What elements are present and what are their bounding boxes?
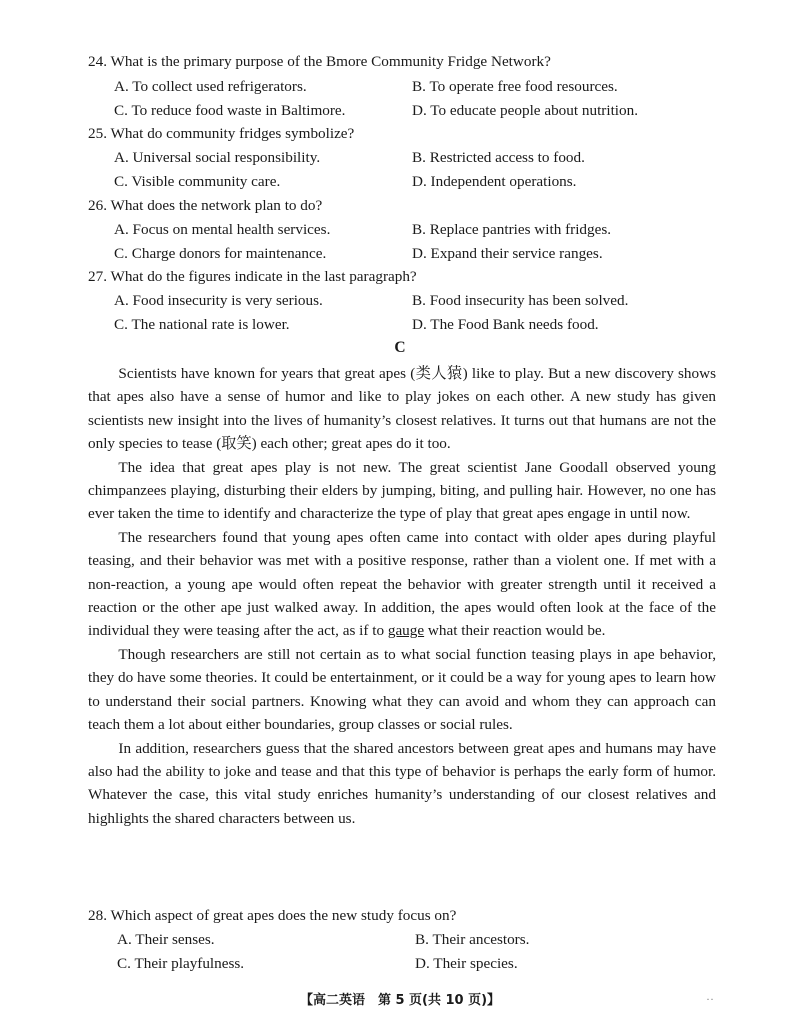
question-25-option-b: B. Restricted access to food. [412, 149, 585, 166]
question-25-option-d: D. Independent operations. [412, 173, 577, 190]
question-28-stem: 28. Which aspect of great apes does the new study focus on? [88, 907, 457, 924]
question-28-option-b: B. Their ancestors. [415, 931, 530, 948]
passage-paragraph-2: The idea that great apes play is not new. The great scientist Jane Goodall observed young chimpanzees playing, disturbing their elders by jumping, biting, and pulling hair. However, no one has ever taken the time to identify and characterize the type of play that great apes engage in until now. [88, 458, 716, 523]
question-27-option-d: D. The Food Bank needs food. [412, 316, 599, 333]
passage-c [88, 362, 716, 830]
question-28-option-a: A. Their senses. [117, 931, 215, 948]
question-28-option-c: C. Their playfulness. [117, 955, 245, 972]
underlined-word-gauge: gauge [387, 622, 425, 640]
question-26-option-c: C. Charge donors for maintenance. [114, 245, 327, 262]
page-footer: 【高二英语 第 5 页(共 10 页)】 [299, 993, 501, 1008]
question-24-stem: 24. What is the primary purpose of the Bmore Community Fridge Network? [88, 53, 551, 70]
question-27-option-c: C. The national rate is lower. [114, 316, 290, 333]
question-25-stem: 25. What do community fridges symbolize? [88, 125, 355, 142]
paragraph-3-text-before: The researchers found that young apes often came into contact with older apes during playful teasing, and their behavior was met with a positive response, rather than a violent one. If met with a non-reaction, a young ape would often repeat the behavior with greater strength until it received a reaction or the other ape just walked away. In addition, the apes would often look at the face of the individual they were teasing after the act, as if to [88, 528, 716, 640]
question-24-option-c: C. To reduce food waste in Baltimore. [114, 102, 346, 119]
question-28-option-d: D. Their species. [415, 955, 518, 972]
question-25-option-a: A. Universal social responsibility. [114, 149, 321, 166]
question-25-option-c: C. Visible community care. [114, 173, 281, 190]
passage-paragraph-1: Scientists have known for years that great apes (类人猿) like to play. But a new discovery shows that apes also have a sense of humor and like to play jokes on each other. A new study has given scientists new insight into the lives of humanity’s closest relatives. It turns out that humans are not the only species to tease (取笑) each other; great apes do it too. [88, 365, 716, 453]
section-c-heading: C [394, 339, 406, 356]
passage-paragraph-5: In addition, researchers guess that the shared ancestors between great apes and humans may have also had the ability to joke and tease and that this type of behavior is perhaps the early form of humor. Whatever the case, this vital study enriches humanity’s understanding of our closest relatives and highlights the shared characters between us. [88, 739, 716, 827]
question-26-option-b: B. Replace pantries with fridges. [412, 221, 612, 238]
question-27-stem: 27. What do the figures indicate in the last paragraph? [88, 268, 417, 285]
passage-paragraph-3 [88, 526, 716, 643]
question-26-stem: 26. What does the network plan to do? [88, 197, 323, 214]
question-24-option-a: A. To collect used refrigerators. [114, 78, 307, 95]
passage-paragraph-4: Though researchers are still not certain as to what social function teasing plays in ape behavior, they do have some theories. It could be entertainment, or it could be a way for young apes to learn how to understand their social partners. Knowing what they can avoid and whom they can approach can teach them a lot about either boundaries, group classes or social rules. [88, 645, 716, 734]
paragraph-3-text-after: what their reaction would be. [424, 622, 606, 640]
question-27-option-b: B. Food insecurity has been solved. [412, 292, 629, 309]
corner-mark: ·· [706, 992, 714, 1006]
question-24-option-d: D. To educate people about nutrition. [412, 102, 638, 119]
question-26-option-d: D. Expand their service ranges. [412, 245, 603, 262]
question-24-option-b: B. To operate free food resources. [412, 78, 618, 95]
question-26-option-a: A. Focus on mental health services. [114, 221, 331, 238]
question-27-option-a: A. Food insecurity is very serious. [114, 292, 323, 309]
